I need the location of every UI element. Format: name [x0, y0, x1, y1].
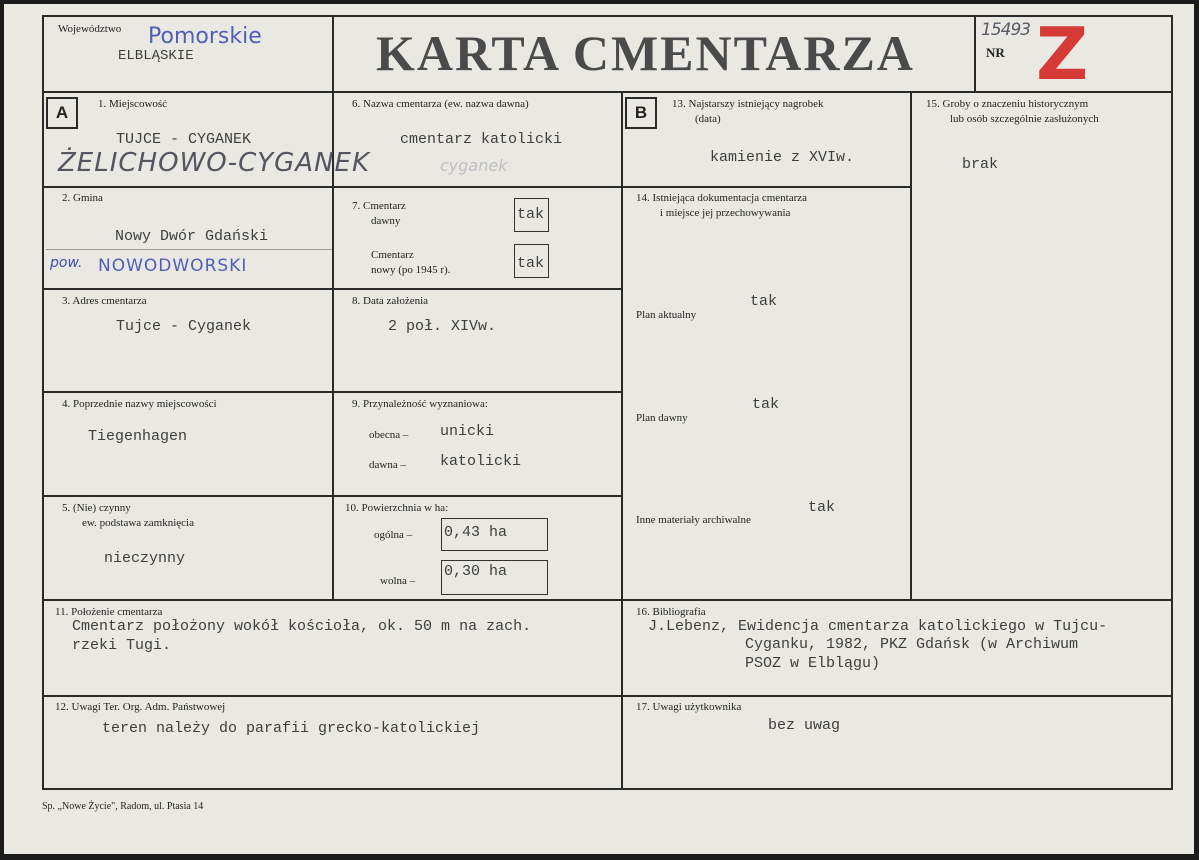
f7-value-b: tak: [517, 255, 545, 272]
f11-label: 11. Położenie cmentarza: [55, 606, 163, 618]
f10-free-value: 0,30 ha: [444, 563, 508, 580]
gmina-underline: [46, 249, 332, 250]
section-b-badge: B: [625, 97, 657, 129]
frame-top: [42, 15, 1173, 17]
f9-current-value: unicki: [440, 423, 495, 440]
f14-plan-current-label: Plan aktualny: [636, 309, 697, 321]
f5-label-1: 5. (Nie) czynny: [62, 502, 131, 514]
f13-label-2: (data): [695, 113, 721, 125]
f15-value: brak: [962, 156, 999, 173]
f16-label: 16. Bibliografia: [636, 606, 706, 618]
f3-label: 3. Adres cmentarza: [62, 295, 147, 307]
f13-label-1: 13. Najstarszy istniejący nagrobek: [672, 98, 824, 110]
f14-other-value: tak: [808, 499, 836, 516]
f14-label-2: i miejsce jej przechowywania: [660, 207, 791, 219]
f7-label-a1: 7. Cmentarz: [352, 200, 406, 212]
nr-divider: [974, 15, 976, 92]
row-divider-a1: [42, 186, 333, 188]
bottom-divider: [42, 695, 1173, 697]
row-divider-b2: [332, 288, 622, 290]
f5-value: nieczynny: [104, 550, 186, 567]
f15-label-1: 15. Groby o znaczeniu historycznym: [926, 98, 1089, 110]
row-divider-a4: [42, 495, 333, 497]
f4-label: 4. Poprzednie nazwy miejscowości: [62, 398, 217, 410]
col-divider-3: [910, 91, 912, 600]
row-divider-a2: [42, 288, 333, 290]
wojewodztwo-label: Województwo: [58, 23, 122, 35]
f11-line-2: rzeki Tugi.: [72, 637, 172, 654]
f14-label-1: 14. Istniejąca dokumentacja cmentarza: [636, 192, 808, 204]
f9-label: 9. Przynależność wyznaniowa:: [352, 398, 488, 410]
row-divider-b1: [332, 186, 622, 188]
f16-line-2: Cyganku, 1982, PKZ Gdańsk (w Archiwum: [745, 636, 1079, 653]
f1-value: TUJCE - CYGANEK: [116, 131, 252, 148]
f12-label: 12. Uwagi Ter. Org. Adm. Państwowej: [55, 701, 226, 713]
f7-label-b1: Cmentarz: [371, 249, 414, 261]
f14-other-label: Inne materiały archiwalne: [636, 514, 751, 526]
frame-left: [42, 15, 44, 790]
f14-plan-old-value: tak: [752, 396, 780, 413]
f7-value-a: tak: [517, 206, 545, 223]
f7-label-a2: dawny: [371, 215, 401, 227]
f4-value: Tiegenhagen: [88, 428, 188, 445]
f9-former-value: katolicki: [440, 453, 522, 470]
f1-handwritten-faint: cyganek: [440, 156, 508, 175]
f1-label: 1. Miejscowość: [98, 98, 168, 110]
f11-line-1: Cmentarz położony wokół kościoła, ok. 50 m na zach.: [72, 618, 532, 635]
section-a-badge: A: [46, 97, 78, 129]
nr-label: NR: [986, 45, 1005, 60]
nr-marker: Z: [1036, 12, 1089, 96]
f17-value: bez uwag: [768, 717, 841, 734]
f15-label-2: lub osób szczególnie zasłużonych: [950, 113, 1099, 125]
f13-value: kamienie z XVIw.: [710, 149, 855, 166]
f8-value: 2 poł. XIVw.: [388, 318, 497, 335]
f6-label: 6. Nazwa cmentarza (ew. nazwa dawna): [352, 98, 529, 110]
f2-stamp: NOWODWORSKI: [98, 256, 248, 276]
row-divider-a3: [42, 391, 333, 393]
row-divider-b3: [332, 391, 622, 393]
page-title: KARTA CMENTARZA: [376, 25, 915, 81]
f2-label: 2. Gmina: [62, 192, 103, 204]
frame-right: [1171, 15, 1173, 790]
f16-line-1: J.Lebenz, Ewidencja cmentarza katolickiego w Tujcu-: [648, 618, 1108, 635]
f7-label-b2: nowy (po 1945 r).: [371, 264, 451, 276]
f14-plan-old-label: Plan dawny: [636, 412, 688, 424]
header-divider: [42, 91, 1173, 93]
wojewodztwo-stamp: Pomorskie: [148, 24, 262, 49]
wojewodztwo-value: ELBLĄSKIE: [118, 48, 194, 64]
col-divider-2: [621, 91, 623, 790]
f1-handwritten: ŻELICHOWO-CYGANEK: [58, 148, 371, 178]
f6-value: cmentarz katolicki: [400, 131, 563, 148]
f3-value: Tujce - Cyganek: [116, 318, 252, 335]
f10-free-label: wolna –: [380, 575, 416, 587]
f10-total-label: ogólna –: [374, 529, 413, 541]
frame-bottom: [42, 788, 1173, 790]
nr-handwritten: 15493: [981, 20, 1031, 40]
printer-imprint: Sp. „Nowe Życie", Radom, ul. Ptasia 14: [42, 801, 204, 812]
f14-plan-current-value: tak: [750, 293, 778, 310]
f10-total-value: 0,43 ha: [444, 524, 508, 541]
row-divider-c1: [621, 186, 911, 188]
f12-value: teren należy do parafii grecko-katolickiej: [102, 720, 481, 737]
col-divider-1: [332, 15, 334, 600]
f2-prefix: pow.: [50, 255, 83, 271]
f9-current-label: obecna –: [369, 429, 409, 441]
mid-divider: [42, 599, 1173, 601]
f2-value: Nowy Dwór Gdański: [115, 228, 269, 245]
f8-label: 8. Data założenia: [352, 295, 429, 307]
f5-label-2: ew. podstawa zamknięcia: [82, 517, 194, 529]
row-divider-b4: [332, 495, 622, 497]
f16-line-3: PSOZ w Elblągu): [745, 655, 881, 672]
f17-label: 17. Uwagi użytkownika: [636, 701, 742, 713]
f9-former-label: dawna –: [369, 459, 406, 471]
f10-label: 10. Powierzchnia w ha:: [345, 502, 449, 514]
